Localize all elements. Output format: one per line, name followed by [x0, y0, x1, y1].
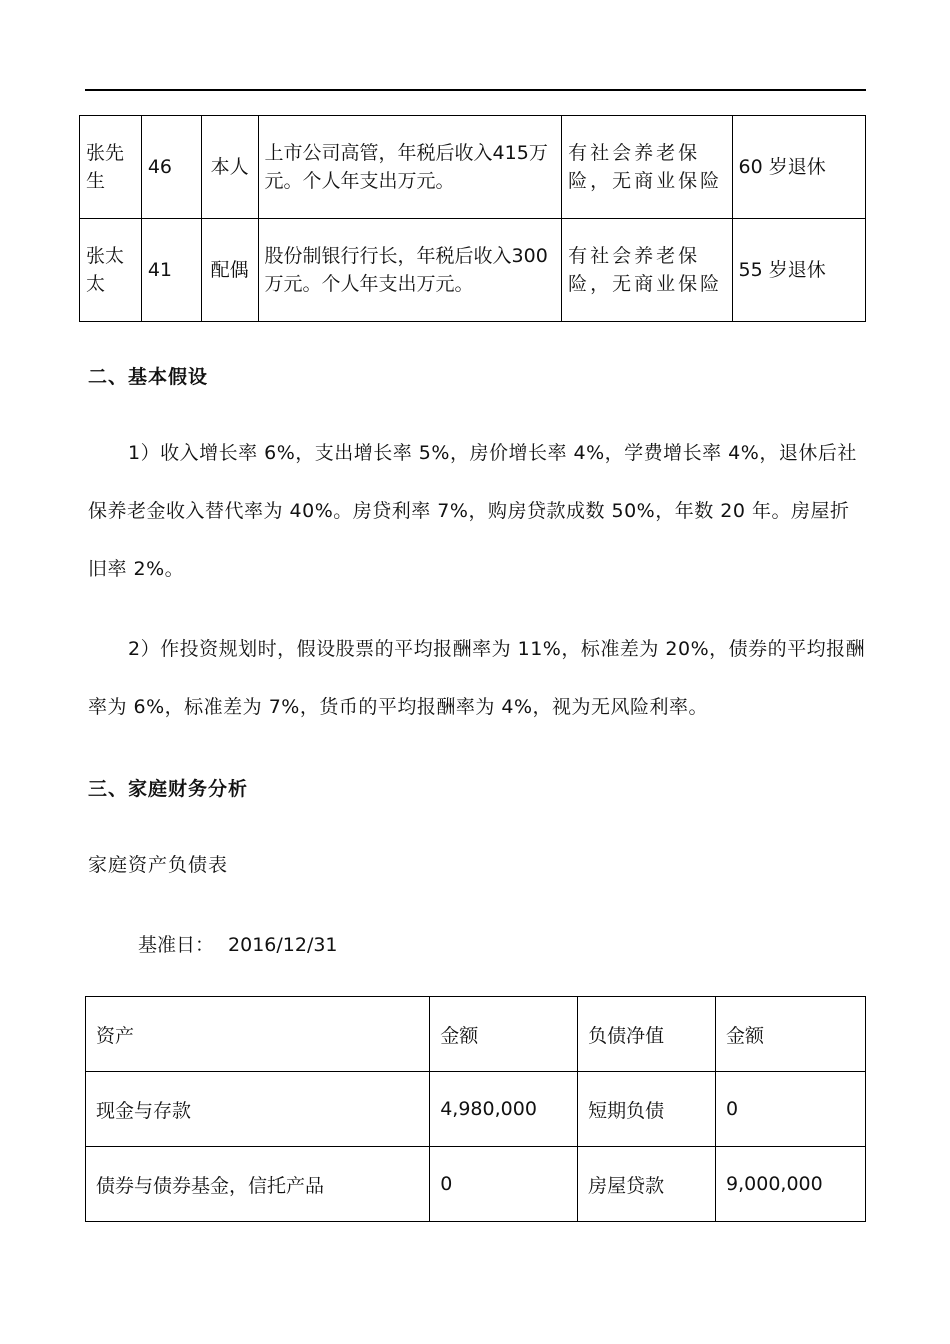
base-date-label: 基准日：	[138, 934, 215, 956]
header-rule	[85, 89, 866, 91]
member-insurance: 有社会养老保险，无商业保险	[562, 116, 732, 219]
member-job: 上市公司高管，年税后收入415万元。个人年支出万元。	[258, 116, 562, 219]
column-header: 资产	[86, 997, 430, 1072]
column-header: 金额	[716, 997, 866, 1072]
table-cell: 0	[716, 1072, 866, 1147]
table-cell: 债券与债券基金，信托产品	[86, 1147, 430, 1222]
member-insurance: 有社会养老保险，无商业保险	[562, 219, 732, 322]
table-header-row	[86, 997, 866, 1072]
column-header: 金额	[430, 997, 578, 1072]
table-cell: 现金与存款	[86, 1072, 430, 1147]
member-name: 张太太	[80, 219, 142, 322]
balance-sheet-title: 家庭资产负债表	[88, 854, 229, 876]
table-cell: 0	[430, 1147, 578, 1222]
section-heading-analysis: 三、家庭财务分析	[88, 778, 249, 800]
member-retirement: 60 岁退休	[732, 116, 866, 219]
member-age: 41	[141, 219, 201, 322]
family-members-table	[79, 115, 866, 322]
table-row	[86, 1147, 866, 1222]
member-relation: 本人	[201, 116, 258, 219]
table-cell: 9,000,000	[716, 1147, 866, 1222]
table-cell: 短期负债	[578, 1072, 716, 1147]
member-job: 股份制银行行长，年税后收入300万元。个人年支出万元。	[258, 219, 562, 322]
base-date	[138, 930, 338, 957]
balance-sheet-table	[85, 996, 866, 1222]
assumption-paragraph-1: 1）收入增长率 6%，支出增长率 5%，房价增长率 4%，学费增长率 4%，退休后社保养老金收入替代率为 40%。房贷利率 7%，购房贷款成数 50%，年数 20 年。房屋折旧率 2%。	[88, 442, 857, 580]
table-cell: 房屋贷款	[578, 1147, 716, 1222]
section-heading-assumptions: 二、基本假设	[88, 366, 209, 388]
column-header: 负债净值	[578, 997, 716, 1072]
table-row	[86, 1072, 866, 1147]
member-name: 张先生	[80, 116, 142, 219]
member-relation: 配偶	[201, 219, 258, 322]
assumption-paragraph-2: 2）作投资规划时，假设股票的平均报酬率为 11%，标准差为 20%，债券的平均报酬率为 6%，标准差为 7%，货币的平均报酬率为 4%，视为无风险利率。	[88, 638, 866, 718]
table-row	[80, 116, 866, 219]
base-date-value: 2016/12/31	[228, 934, 338, 956]
member-retirement: 55 岁退休	[732, 219, 866, 322]
table-row	[80, 219, 866, 322]
member-age: 46	[141, 116, 201, 219]
table-cell: 4,980,000	[430, 1072, 578, 1147]
